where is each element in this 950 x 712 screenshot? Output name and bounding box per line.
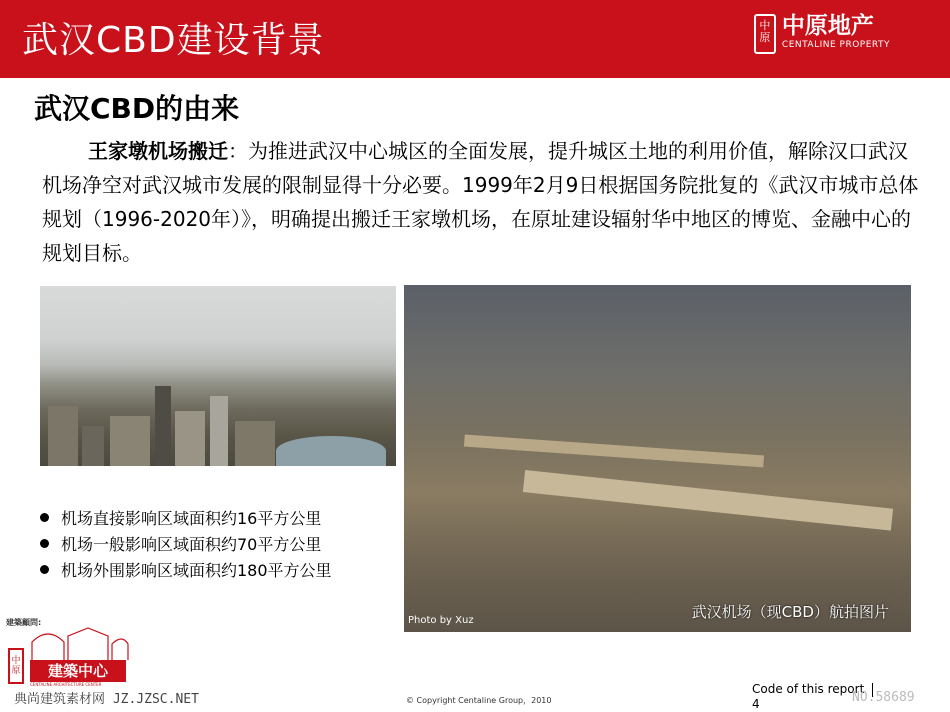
header-bar xyxy=(0,0,950,78)
logo-mark-icon: 中原 xyxy=(8,648,24,684)
aerial-airport-photo xyxy=(404,285,911,632)
paragraph-lead: 王家墩机场搬迁 xyxy=(88,139,228,163)
photo-credit: Photo by Xuz xyxy=(408,615,474,626)
bullet-dot-icon xyxy=(40,513,49,522)
brand-logo xyxy=(754,14,890,54)
copyright-text: © Copyright Centaline Group，2010 xyxy=(406,696,552,705)
apron-shape xyxy=(464,435,764,468)
lake-shape xyxy=(276,436,386,466)
bullet-dot-icon xyxy=(40,565,49,574)
intro-paragraph xyxy=(42,134,922,270)
photo-caption: 武汉机场（现CBD）航拍图片 xyxy=(691,603,889,621)
advisor-label: 建築顧問: xyxy=(6,618,42,627)
runway-shape xyxy=(523,470,893,531)
brand-name-en: CENTALINE PROPERTY xyxy=(781,40,890,50)
list-item: 机场一般影响区域面积约70平方公里 xyxy=(40,532,332,558)
paragraph-text: ：为推进武汉中心城区的全面发展，提升城区土地的利用价值，解除汉口武汉机场净空对武汉城市发展的限制显得十分必要。1999年2月9日根据国务院批复的《武汉市城市总体规划（1996-2020年）》，明确提出搬迁王家墩机场，在原址建设辐射华中地区的博览、金融中心的规划目标。 xyxy=(42,139,919,265)
page-number: 4 xyxy=(752,696,760,711)
building-outline-icon xyxy=(28,622,148,662)
brand-name-cn: 中原地产 xyxy=(781,13,874,39)
page-title: 武汉CBD建设背景 xyxy=(22,20,325,61)
architecture-center-logo xyxy=(8,622,128,687)
number-watermark: NO.58689 xyxy=(852,690,915,705)
list-item: 机场外围影响区域面积约180平方公里 xyxy=(40,558,332,584)
city-skyline-photo xyxy=(40,286,396,466)
site-watermark: 典尚建筑素材网 JZ.JZSC.NET xyxy=(14,692,199,707)
logo-subtext: CENTALINE ARCHITECTURE CENTER xyxy=(30,682,102,687)
impact-area-list xyxy=(40,506,332,584)
bullet-dot-icon xyxy=(40,539,49,548)
list-item: 机场直接影响区域面积约16平方公里 xyxy=(40,506,332,532)
logo-text: 建築中心 xyxy=(30,660,126,682)
code-label: Code of this report xyxy=(752,682,865,696)
brand-mark-icon: 中原 xyxy=(754,14,776,54)
section-subtitle: 武汉CBD的由来 xyxy=(34,92,240,125)
